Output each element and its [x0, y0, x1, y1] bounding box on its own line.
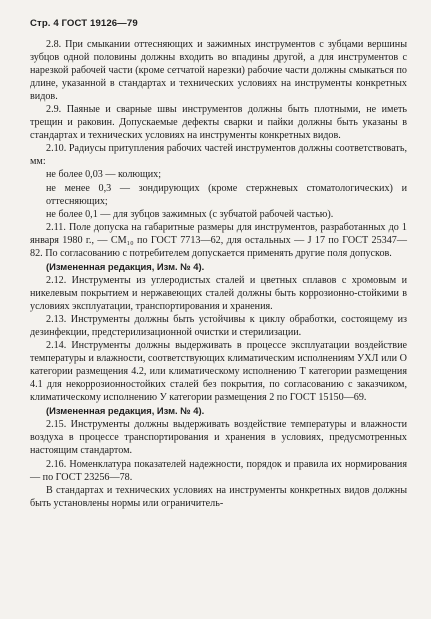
page-header: Стр. 4 ГОСТ 19126—79: [30, 18, 138, 29]
paragraph-2-16: 2.16. Номенклатура показателей надежности, порядок и правила их нормирования — по ГОСТ 23256—78.: [30, 458, 407, 483]
list-item: не менее 0,3 — зондирующих (кроме стержневых стоматологических) и оттесняющих;: [46, 182, 407, 207]
change-note: [30, 260, 407, 274]
change-note: [30, 404, 407, 418]
paragraph-final: В стандартах и технических условиях на инструменты конкретных видов должны быть установлены нормы или ограничитель-: [30, 484, 407, 509]
paragraph-2-9: 2.9. Паяные и сварные швы инструментов должны быть плотными, не иметь трещин и раковин. Допускаемые дефекты сварки и пайки должны быть указаны в стандартах и технических условиях на инструменты конкретных видов.: [30, 104, 407, 142]
change-note-text: (Измененная редакция, Изм. № 4).: [46, 260, 205, 272]
list-item: не более 0,03 — колющих;: [46, 169, 162, 181]
paragraph-2-12: 2.12. Инструменты из углеродистых сталей и цветных сплавов с хромовым и никелевым покрытием и нержавеющих сталей должны быть коррозионно-стойкими в условиях эксплуатации, транспортирования и хранения.: [30, 274, 407, 312]
change-note-text: (Измененная редакция, Изм. № 4).: [46, 405, 205, 417]
paragraph-2-10: 2.10. Радиусы притупления рабочих частей инструментов должны соответствовать, мм:: [30, 143, 407, 168]
paragraph-2-14: 2.14. Инструменты должны выдерживать в процессе эксплуатации воздействие температуры и влажности, соответствующих климатическим исполнениям УХЛ или О категории размещения 4.2, или климатическому исполнению Т категории размещения 4.1 для некоррозионностойких сталей без покрытия, по согласованию с заказчиком, климатическому исполнению У категории размещения 2 по ГОСТ 15150—69.: [30, 340, 407, 404]
paragraph-2-15: 2.15. Инструменты должны выдерживать воздействие температуры и влажности воздуха в процессе транспортирования и хранения в условиях, предусмотренных настоящим стандартом.: [30, 419, 407, 457]
paragraph-2-13: 2.13. Инструменты должны быть устойчивы к циклу обработки, состоящему из дезинфекции, предстерилизационной очистки и стерилизации.: [30, 313, 407, 339]
paragraph-2-11: 2.11. Поле допуска на габаритные размеры для инструментов, разработанных до 1 января 1980 г., — CM₁₀ по ГОСТ 7713—62, для остальных — J 17 по ГОСТ 25347—82. По согласованию с потребителем допускается применять другие поля допусков.: [30, 221, 407, 259]
list-item: не более 0,1 — для зубцов зажимных (с зубчатой рабочей частью).: [46, 208, 334, 220]
paragraph-2-8: 2.8. При смыкании оттесняющих и зажимных инструментов с зубцами вершины зубцов одной половины должны входить во впадины другой, а для инструментов с нарезкой рабочей части (кроме сетчатой нарезки) рабочие части должны смыкаться по длине, указанной в стандартах и технических условиях на инструменты конкретных видов.: [30, 39, 407, 103]
